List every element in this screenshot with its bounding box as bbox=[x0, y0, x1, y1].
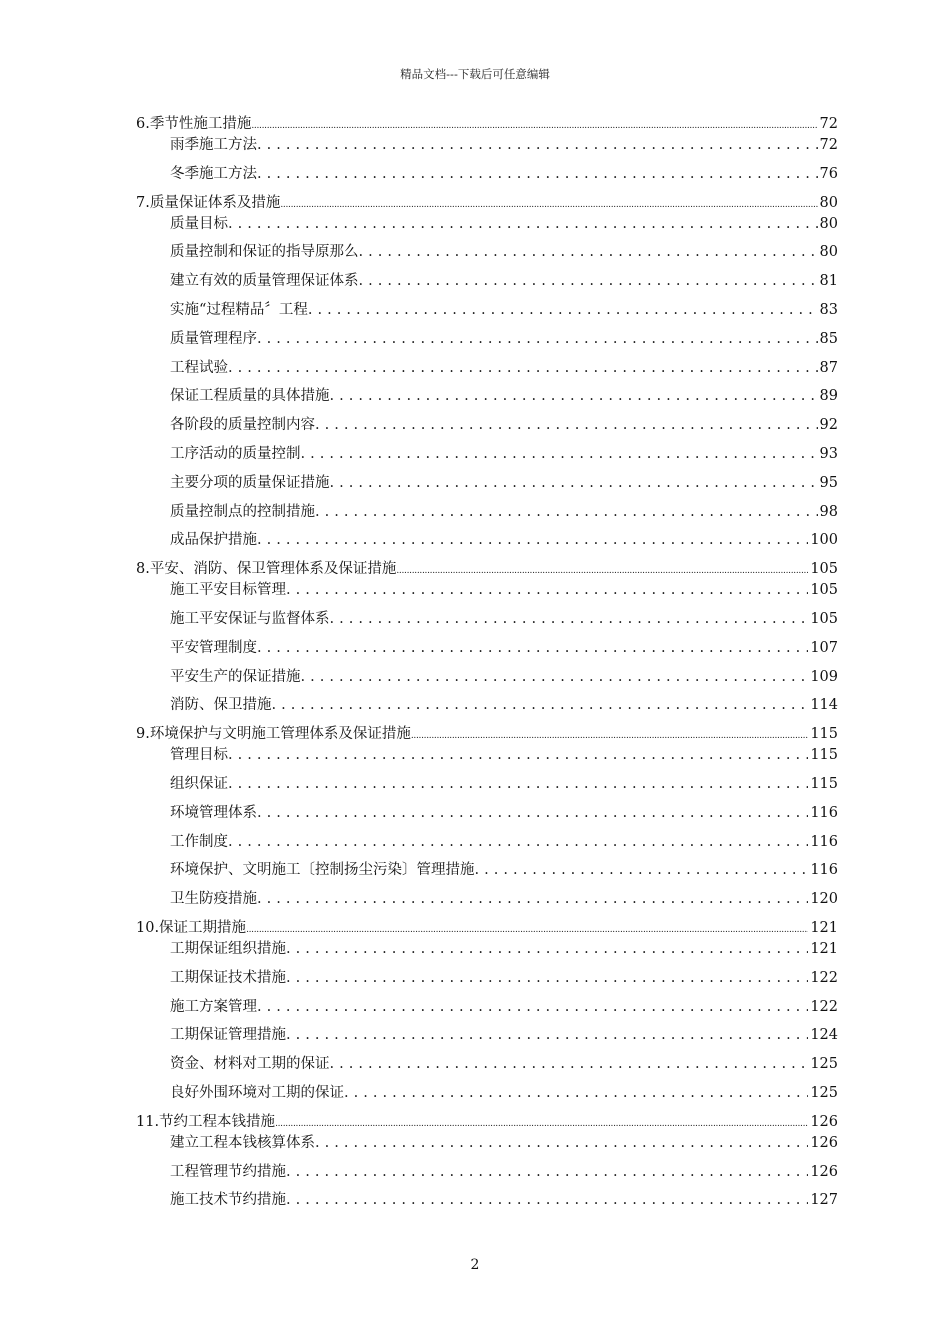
toc-entry-page: 124 bbox=[810, 1027, 838, 1044]
toc-entry-page: 116 bbox=[810, 833, 838, 850]
toc-dot-leader bbox=[280, 195, 817, 211]
toc-entry-page: 105 bbox=[810, 561, 838, 578]
toc-entry-page: 127 bbox=[810, 1192, 838, 1209]
toc-dot-leader bbox=[257, 999, 808, 1015]
toc-dot-leader bbox=[411, 726, 808, 742]
toc-entry-title: 管理目标 bbox=[170, 747, 228, 764]
toc-dot-leader bbox=[228, 747, 808, 763]
toc-entry-page: 115 bbox=[810, 726, 838, 743]
toc-section-entry[interactable] bbox=[136, 830, 838, 859]
toc-dot-leader bbox=[257, 532, 808, 548]
toc-entry-title: 工期保证技术措施 bbox=[170, 969, 286, 986]
toc-entry-title: 主要分项的质量保证措施 bbox=[170, 474, 330, 491]
toc-entry-title: 保证工程质量的具体措施 bbox=[170, 388, 330, 405]
toc-entry-page: 85 bbox=[819, 330, 838, 347]
toc-section-entry[interactable] bbox=[136, 772, 838, 801]
toc-entry-title: 质量目标 bbox=[170, 215, 228, 232]
toc-dot-leader bbox=[344, 1085, 808, 1101]
toc-section-entry[interactable] bbox=[136, 471, 838, 500]
toc-dot-leader bbox=[330, 1056, 809, 1072]
toc-dot-leader bbox=[286, 970, 808, 986]
toc-entry-title: 7.质量保证体系及措施 bbox=[136, 194, 281, 211]
toc-entry-page: 126 bbox=[810, 1134, 838, 1151]
toc-section-entry[interactable] bbox=[136, 937, 838, 966]
toc-dot-leader bbox=[330, 388, 818, 404]
toc-entry-page: 115 bbox=[810, 747, 838, 764]
toc-section-entry[interactable] bbox=[136, 665, 838, 694]
toc-section-entry[interactable] bbox=[136, 1160, 838, 1189]
toc-chapter-entry[interactable] bbox=[136, 557, 838, 578]
toc-entry-page: 125 bbox=[810, 1056, 838, 1073]
page-header: 精品文档---下载后可任意编辑 bbox=[400, 67, 550, 81]
toc-chapter-entry[interactable] bbox=[136, 191, 838, 212]
toc-dot-leader bbox=[301, 446, 818, 462]
toc-dot-leader bbox=[246, 920, 808, 936]
toc-entry-title: 平安生产的保证措施 bbox=[170, 668, 301, 685]
toc-entry-title: 质量管理程序 bbox=[170, 330, 257, 347]
toc-section-entry[interactable] bbox=[136, 133, 838, 162]
toc-dot-leader bbox=[257, 137, 818, 153]
page-number: 2 bbox=[470, 1257, 480, 1273]
toc-dot-leader bbox=[359, 244, 818, 260]
toc-dot-leader bbox=[228, 834, 808, 850]
toc-entry-title: 建立工程本钱核算体系 bbox=[170, 1134, 315, 1151]
toc-dot-leader bbox=[272, 697, 809, 713]
toc-entry-title: 施工技术节约措施 bbox=[170, 1192, 286, 1209]
toc-chapter-entry[interactable] bbox=[136, 722, 838, 743]
toc-entry-title: 工程管理节约措施 bbox=[170, 1163, 286, 1180]
toc-entry-page: 95 bbox=[819, 474, 838, 491]
toc-entry-page: 122 bbox=[810, 969, 838, 986]
toc-section-entry[interactable] bbox=[136, 528, 838, 557]
toc-chapter-entry[interactable] bbox=[136, 1110, 838, 1131]
toc-entry-page: 76 bbox=[819, 165, 838, 182]
toc-chapter-entry[interactable] bbox=[136, 112, 838, 133]
toc-entry-page: 80 bbox=[819, 194, 838, 211]
toc-entry-page: 72 bbox=[819, 137, 838, 153]
toc-entry-title: 质量控制和保证的指导原那么 bbox=[170, 244, 359, 261]
toc-section-entry[interactable] bbox=[136, 384, 838, 413]
toc-entry-title: 工序活动的质量控制 bbox=[170, 445, 301, 462]
toc-dot-leader bbox=[286, 1027, 808, 1043]
toc-dot-leader bbox=[257, 166, 818, 182]
toc-section-entry[interactable] bbox=[136, 1131, 838, 1160]
toc-chapter-entry[interactable] bbox=[136, 916, 838, 937]
toc-entry-page: 92 bbox=[819, 417, 838, 434]
toc-entry-page: 125 bbox=[810, 1084, 838, 1101]
toc-dot-leader bbox=[330, 475, 818, 491]
toc-section-entry[interactable] bbox=[136, 240, 838, 269]
toc-section-entry[interactable] bbox=[136, 298, 838, 327]
toc-entry-title: 6.季节性施工措施 bbox=[136, 116, 252, 132]
toc-entry-title: 环境保护、文明施工〔控制扬尘污染〕管理措施 bbox=[170, 862, 475, 879]
toc-dot-leader bbox=[396, 561, 808, 577]
toc-dot-leader bbox=[286, 941, 808, 957]
toc-section-entry[interactable] bbox=[136, 162, 838, 191]
toc-entry-title: 冬季施工方法 bbox=[170, 165, 257, 182]
toc-entry-title: 良好外围环境对工期的保证 bbox=[170, 1084, 344, 1101]
toc-section-entry[interactable] bbox=[136, 356, 838, 385]
toc-entry-title: 施工方案管理 bbox=[170, 998, 257, 1015]
toc-section-entry[interactable] bbox=[136, 1023, 838, 1052]
toc-entry-title: 施工平安目标管理 bbox=[170, 582, 286, 599]
toc-entry-page: 116 bbox=[810, 862, 838, 879]
toc-section-entry[interactable] bbox=[136, 578, 838, 607]
toc-entry-page: 105 bbox=[810, 610, 838, 627]
toc-entry-title: 工程试验 bbox=[170, 359, 228, 376]
toc-entry-page: 126 bbox=[810, 1113, 838, 1130]
toc-entry-page: 81 bbox=[819, 273, 838, 290]
toc-section-entry[interactable] bbox=[136, 995, 838, 1024]
toc-dot-leader bbox=[228, 776, 808, 792]
toc-entry-title: 各阶段的质量控制内容 bbox=[170, 417, 315, 434]
toc-entry-title: 平安管理制度 bbox=[170, 639, 257, 656]
toc-entry-page: 107 bbox=[810, 639, 838, 656]
toc-entry-title: 11.节约工程本钱措施 bbox=[136, 1113, 276, 1130]
toc-section-entry[interactable] bbox=[136, 607, 838, 636]
toc-dot-leader bbox=[315, 1135, 808, 1151]
toc-entry-page: 114 bbox=[810, 697, 838, 714]
toc-dot-leader bbox=[228, 216, 818, 232]
toc-section-entry[interactable] bbox=[136, 966, 838, 995]
toc-entry-title: 消防、保卫措施 bbox=[170, 697, 272, 714]
toc-section-entry[interactable] bbox=[136, 801, 838, 830]
toc-dot-leader bbox=[286, 1164, 808, 1180]
toc-dot-leader bbox=[286, 1192, 808, 1208]
toc-dot-leader bbox=[228, 360, 818, 376]
toc-entry-page: 120 bbox=[810, 891, 838, 908]
toc-entry-title: 施工平安保证与监督体系 bbox=[170, 610, 330, 627]
toc-entry-title: 9.环境保护与文明施工管理体系及保证措施 bbox=[136, 726, 411, 743]
toc-section-entry[interactable] bbox=[136, 693, 838, 722]
toc-dot-leader bbox=[286, 582, 808, 598]
table-of-contents bbox=[136, 112, 838, 1217]
toc-section-entry[interactable] bbox=[136, 1081, 838, 1110]
toc-entry-title: 成品保护措施 bbox=[170, 532, 257, 549]
toc-entry-title: 工作制度 bbox=[170, 833, 228, 850]
toc-entry-page: 87 bbox=[819, 359, 838, 376]
toc-entry-title: 雨季施工方法 bbox=[170, 137, 257, 153]
toc-section-entry[interactable] bbox=[136, 269, 838, 298]
toc-dot-leader bbox=[315, 504, 818, 520]
toc-entry-page: 83 bbox=[819, 301, 838, 318]
toc-entry-title: 10.保证工期措施 bbox=[136, 919, 247, 936]
toc-section-entry[interactable] bbox=[136, 636, 838, 665]
toc-entry-page: 109 bbox=[810, 668, 838, 685]
toc-section-entry[interactable] bbox=[136, 442, 838, 471]
toc-dot-leader bbox=[330, 611, 809, 627]
toc-dot-leader bbox=[359, 273, 818, 289]
toc-entry-page: 80 bbox=[819, 244, 838, 261]
toc-section-entry[interactable] bbox=[136, 887, 838, 916]
toc-dot-leader bbox=[301, 669, 809, 685]
toc-dot-leader bbox=[475, 862, 809, 878]
toc-entry-page: 89 bbox=[819, 388, 838, 405]
toc-section-entry[interactable] bbox=[136, 743, 838, 772]
toc-entry-title: 质量控制点的控制措施 bbox=[170, 503, 315, 520]
toc-entry-title: 工期保证管理措施 bbox=[170, 1027, 286, 1044]
toc-entry-page: 122 bbox=[810, 998, 838, 1015]
toc-entry-page: 126 bbox=[810, 1163, 838, 1180]
toc-entry-title: 组织保证 bbox=[170, 775, 228, 792]
toc-dot-leader bbox=[257, 640, 808, 656]
toc-entry-title: 资金、材料对工期的保证 bbox=[170, 1056, 330, 1073]
toc-entry-title: 建立有效的质量管理保证体系 bbox=[170, 273, 359, 290]
toc-entry-page: 80 bbox=[819, 215, 838, 232]
toc-entry-page: 116 bbox=[810, 804, 838, 821]
toc-entry-title: 环境管理体系 bbox=[170, 804, 257, 821]
toc-entry-page: 115 bbox=[810, 775, 838, 792]
toc-section-entry[interactable] bbox=[136, 1188, 838, 1217]
toc-section-entry[interactable] bbox=[136, 500, 838, 529]
toc-dot-leader bbox=[257, 331, 818, 347]
toc-entry-page: 121 bbox=[810, 940, 838, 957]
toc-entry-page: 93 bbox=[819, 445, 838, 462]
toc-entry-page: 72 bbox=[819, 116, 838, 132]
toc-dot-leader bbox=[308, 302, 818, 318]
toc-entry-page: 105 bbox=[810, 582, 838, 599]
toc-dot-leader bbox=[315, 417, 818, 433]
toc-section-entry[interactable] bbox=[136, 212, 838, 241]
toc-section-entry[interactable] bbox=[136, 1052, 838, 1081]
toc-entry-title: 实施“过程精品〞工程 bbox=[170, 301, 308, 318]
toc-section-entry[interactable] bbox=[136, 858, 838, 887]
toc-entry-title: 8.平安、消防、保卫管理体系及保证措施 bbox=[136, 561, 397, 578]
toc-dot-leader bbox=[251, 116, 817, 132]
toc-entry-title: 工期保证组织措施 bbox=[170, 940, 286, 957]
toc-entry-title: 卫生防疫措施 bbox=[170, 891, 257, 908]
toc-section-entry[interactable] bbox=[136, 327, 838, 356]
toc-section-entry[interactable] bbox=[136, 413, 838, 442]
toc-entry-page: 100 bbox=[810, 532, 838, 549]
toc-dot-leader bbox=[257, 805, 808, 821]
toc-dot-leader bbox=[257, 891, 808, 907]
toc-entry-page: 98 bbox=[819, 503, 838, 520]
toc-entry-page: 121 bbox=[810, 919, 838, 936]
toc-dot-leader bbox=[275, 1114, 808, 1130]
